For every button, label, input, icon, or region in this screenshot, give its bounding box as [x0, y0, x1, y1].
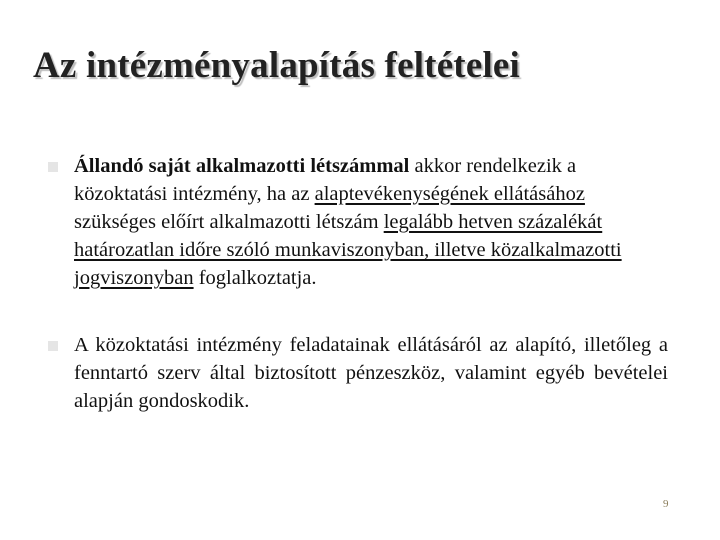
square-bullet-icon [48, 341, 58, 351]
text-segment: szükséges előírt alkalmazotti létszám [74, 211, 384, 233]
page-number: 9 [663, 498, 669, 510]
slide-title: Az intézményalapítás feltételei [33, 45, 521, 86]
bullet-text [74, 155, 622, 289]
bullet-text: A közoktatási intézmény feladatainak ellátásáról az alapító, illetőleg a fenntartó szerv által biztosított pénzeszköz, valamint egyéb bevételei alapján gondoskodik. [74, 334, 668, 412]
underlined-phrase: alaptevékenységének ellátásához [314, 183, 585, 205]
underlined-phrase: legalább hetven százalékát határozatlan időre szóló munkaviszonyban, illetve közalkalmazotti jogviszonyban [74, 211, 622, 289]
text-segment: foglalkoztatja. [193, 267, 317, 289]
text-segment: akkor rendelkezik a közoktatási intézmény, ha az [74, 155, 577, 205]
square-bullet-icon [48, 162, 58, 172]
bold-phrase: Állandó saját alkalmazotti létszámmal [74, 155, 410, 177]
bullet-item [48, 331, 668, 415]
bullet-item [48, 152, 668, 292]
bullet-list [48, 152, 668, 415]
